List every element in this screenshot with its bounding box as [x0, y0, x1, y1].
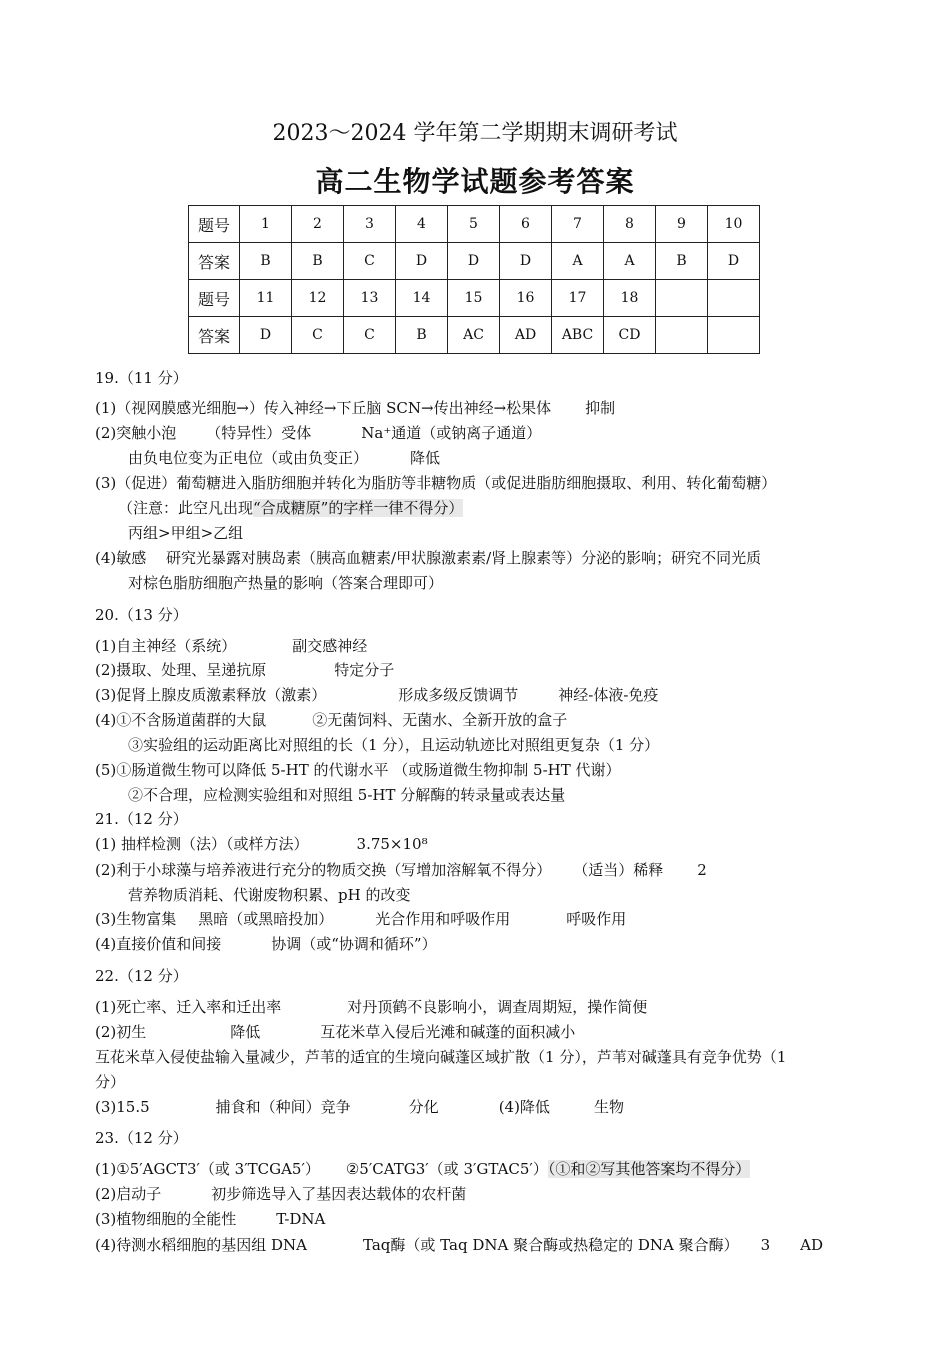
table-cell: AC [448, 317, 500, 354]
answer-text: 降低 [230, 1023, 261, 1041]
answer-text: (2)突触小泡 [95, 424, 177, 442]
q19-line [95, 398, 615, 418]
table-cell: 3 [344, 206, 396, 243]
q22-line [95, 1097, 624, 1117]
answer-text: (4)待测水稻细胞的基因组 DNA [95, 1236, 308, 1254]
table-row [189, 243, 760, 280]
q20-line [95, 685, 658, 705]
table-cell: C [344, 317, 396, 354]
answer-text: 呼吸作用 [566, 910, 627, 928]
table-cell: ABC [552, 317, 604, 354]
table-cell: 15 [448, 280, 500, 317]
table-row [189, 317, 760, 354]
q22-heading: 22.（12 分） [95, 967, 188, 985]
q19-line: (3)（促进）葡萄糖进入脂肪细胞并转化为脂肪等非糖物质（或促进脂肪细胞摄取、利用、转化葡萄糖） [95, 474, 777, 492]
table-row [189, 206, 760, 243]
answer-text: 神经-体液-免疫 [558, 686, 659, 704]
table-cell: D [448, 243, 500, 280]
q23-line [95, 1235, 823, 1255]
q19-line [128, 448, 440, 468]
answer-text: 初步筛选导入了基因表达载体的农杆菌 [211, 1185, 467, 1203]
answer-text: 副交感神经 [292, 637, 368, 655]
answer-text: 互花米草入侵后光滩和碱蓬的面积减小 [320, 1023, 576, 1041]
table-cell: 11 [240, 280, 292, 317]
answer-text: Na⁺通道（或钠离子通道） [361, 424, 542, 442]
answer-text: 分化 [408, 1098, 439, 1116]
answer-text: (2)初生 [95, 1023, 147, 1041]
table-cell [708, 317, 760, 354]
table-cell: 12 [292, 280, 344, 317]
q20-heading: 20.（13 分） [95, 606, 188, 624]
table-cell: 16 [500, 280, 552, 317]
table-row [189, 280, 760, 317]
table-cell: 9 [656, 206, 708, 243]
answer-text: AD [800, 1236, 824, 1254]
answer-text: (2)启动子 [95, 1185, 162, 1203]
table-cell [656, 317, 708, 354]
table-cell: 13 [344, 280, 396, 317]
answer-text: （适当）稀释 [573, 861, 664, 879]
table-cell: 6 [500, 206, 552, 243]
table-cell: D [396, 243, 448, 280]
table-cell: 18 [604, 280, 656, 317]
answer-text: 黑暗（或黑暗投加） [198, 910, 334, 928]
answer-text: 捕食和（种间）竞争 [215, 1098, 351, 1116]
table-cell: C [344, 243, 396, 280]
answer-text: 光合作用和呼吸作用 [375, 910, 511, 928]
q22-line [95, 1022, 575, 1042]
q23-line [95, 1184, 466, 1204]
q23-heading: 23.（12 分） [95, 1129, 188, 1147]
answer-text: (3)15.5 [95, 1098, 150, 1116]
table-cell: 5 [448, 206, 500, 243]
q20-line [95, 636, 367, 656]
table-cell: B [396, 317, 448, 354]
answer-text: (1) 抽样检测（法）（或样方法） [95, 835, 309, 853]
q20-line: ②不合理，应检测实验组和对照组 5-HT 分解酶的转录量或表达量 [128, 786, 566, 804]
answer-text: 由负电位变为正电位（或由负变正） [128, 449, 369, 467]
table-cell: 10 [708, 206, 760, 243]
answer-text: (4)降低 [498, 1098, 550, 1116]
table-cell: 8 [604, 206, 656, 243]
answer-text: T-DNA [276, 1210, 326, 1228]
q23-line [95, 1209, 325, 1229]
q22-line [95, 997, 647, 1017]
q19-line: 对棕色脂肪细胞产热量的影响（答案合理即可） [128, 574, 444, 592]
q23-line [95, 1159, 750, 1179]
table-cell: AD [500, 317, 552, 354]
table-cell: CD [604, 317, 656, 354]
table-cell: B [240, 243, 292, 280]
answer-text: (4)直接价值和间接 [95, 935, 222, 953]
table-cell: 4 [396, 206, 448, 243]
q21-heading: 21.（12 分） [95, 810, 188, 828]
table-cell: 14 [396, 280, 448, 317]
answer-text: (4)①不含肠道菌群的大鼠 [95, 711, 267, 729]
row-label: 题号 [189, 280, 240, 317]
answer-text: (3)促肾上腺皮质激素释放（激素） [95, 686, 327, 704]
answer-text: (1)自主神经（系统） [95, 637, 237, 655]
answer-text: 对丹顶鹤不良影响小，调查周期短，操作简便 [347, 998, 648, 1016]
q19-heading: 19.（11 分） [95, 369, 188, 387]
answer-text: ②5′CATG3′（或 3′GTAC5′） [345, 1160, 548, 1178]
answer-text: 形成多级反馈调节 [398, 686, 519, 704]
answer-text: 3 [760, 1236, 771, 1254]
table-cell: D [240, 317, 292, 354]
table-cell [656, 280, 708, 317]
table-cell: 2 [292, 206, 344, 243]
answer-text: (3)植物细胞的全能性 [95, 1210, 237, 1228]
table-cell: D [708, 243, 760, 280]
q20-line [95, 710, 567, 730]
q21-line [95, 934, 437, 954]
answer-text: 协调（或“协调和循环”） [271, 935, 437, 953]
table-cell: D [500, 243, 552, 280]
table-cell: B [656, 243, 708, 280]
q19-line: 丙组>甲组>乙组 [128, 524, 244, 542]
answer-text: 2 [697, 861, 707, 879]
q21-line: 营养物质消耗、代谢废物积累、pH 的改变 [128, 886, 411, 904]
q22-line: 互花米草入侵使盐输入量减少，芦苇的适宜的生境向碱蓬区域扩散（1 分），芦苇对碱蓬具有竞争优势（1 [95, 1048, 787, 1066]
answer-text: （特异性）受体 [206, 424, 312, 442]
answer-text: 3.75×10⁸ [356, 835, 428, 853]
table-cell: 7 [552, 206, 604, 243]
exam-title: 2023～2024 学年第二学期期末调研考试 [272, 121, 678, 146]
q22-line: 分） [95, 1073, 126, 1091]
table-cell: B [292, 243, 344, 280]
answer-text: (3)生物富集 [95, 910, 177, 928]
row-label: 答案 [189, 243, 240, 280]
answer-text: 生物 [593, 1098, 624, 1116]
table-cell: A [552, 243, 604, 280]
row-label: 答案 [189, 317, 240, 354]
answer-text: ②无菌饲料、无菌水、全新开放的盒子 [312, 711, 568, 729]
answer-text: （注意：此空凡出现 [118, 499, 254, 517]
q19-line [95, 423, 541, 443]
q20-line [95, 660, 394, 680]
answer-text: (1)（视网膜感光细胞→）传入神经→下丘脑 SCN→传出神经→松果体 [95, 399, 552, 417]
answer-text: 抑制 [585, 399, 616, 417]
answer-text: Taq酶（或 Taq DNA 聚合酶或热稳定的 DNA 聚合酶） [363, 1236, 739, 1254]
table-cell: 1 [240, 206, 292, 243]
q20-line: ③实验组的运动距离比对照组的长（1 分），且运动轨迹比对照组更复杂（1 分） [128, 736, 660, 754]
q21-line [95, 909, 626, 929]
answer-text: 特定分子 [334, 661, 395, 679]
answer-text: （①和②写其他答案均不得分） [547, 1160, 751, 1178]
q21-line [95, 834, 428, 854]
answer-text: (1)死亡率、迁入率和迁出率 [95, 998, 282, 1016]
q20-line: (5)①肠道微生物可以降低 5-HT 的代谢水平 （或肠道微生物抑制 5-HT 代谢） [95, 761, 621, 779]
table-cell: C [292, 317, 344, 354]
q19-line: (4)敏感 研究光暴露对胰岛素（胰高血糖素/甲状腺激素素/肾上腺素等）分泌的影响；研究不同光质 [95, 549, 762, 567]
answer-text: (2)利于小球藻与培养液进行充分的物质交换（写增加溶解氧不得分） [95, 861, 552, 879]
q19-line [118, 498, 463, 518]
q21-line [95, 860, 707, 880]
table-cell: A [604, 243, 656, 280]
subject-title: 高二生物学试题参考答案 [315, 165, 635, 198]
row-label: 题号 [189, 206, 240, 243]
answer-text: (2)摄取、处理、呈递抗原 [95, 661, 267, 679]
table-cell: 17 [552, 280, 604, 317]
answer-text: “合成糖原”的字样一律不得分） [253, 499, 464, 517]
answer-table [188, 205, 760, 354]
table-cell [708, 280, 760, 317]
answer-text: 降低 [410, 449, 441, 467]
answer-text: (1)①5′AGCT3′（或 3′TCGA5′） [95, 1160, 320, 1178]
